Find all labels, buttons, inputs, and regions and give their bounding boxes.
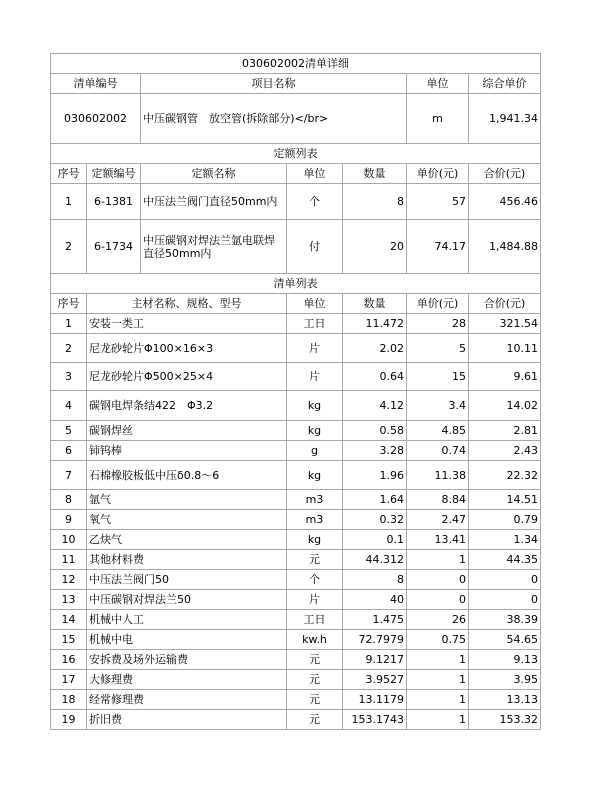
material-row	[51, 391, 541, 421]
material-total: 9.13	[469, 650, 541, 670]
quota-qty: 8	[343, 184, 407, 220]
material-price: 1	[407, 670, 469, 690]
quota-qty-header: 数量	[343, 164, 407, 184]
quota-seq: 1	[51, 184, 87, 220]
material-row	[51, 550, 541, 570]
material-price: 8.84	[407, 490, 469, 510]
material-unit: 元	[287, 550, 343, 570]
material-price: 5	[407, 334, 469, 363]
material-seq: 15	[51, 630, 87, 650]
quota-header-row	[51, 164, 541, 184]
material-total: 0	[469, 590, 541, 610]
quota-qty: 20	[343, 220, 407, 274]
material-price: 3.4	[407, 391, 469, 421]
material-total: 2.43	[469, 441, 541, 461]
material-header-row	[51, 294, 541, 314]
bill-name: 中压碳钢管 放空管(拆除部分)</br>	[141, 94, 407, 144]
material-qty: 3.28	[343, 441, 407, 461]
material-qty: 0.32	[343, 510, 407, 530]
material-unit: kg	[287, 461, 343, 490]
material-seq: 11	[51, 550, 87, 570]
material-name: 碳钢电焊条结422 Φ3.2	[87, 391, 287, 421]
quota-row	[51, 184, 541, 220]
material-qty: 1.475	[343, 610, 407, 630]
material-unit: kg	[287, 391, 343, 421]
bill-code-header: 清单编号	[51, 74, 141, 94]
material-section-title: 清单列表	[51, 274, 541, 294]
quota-code: 6-1734	[87, 220, 141, 274]
material-qty: 2.02	[343, 334, 407, 363]
material-price: 0.75	[407, 630, 469, 650]
material-unit: 元	[287, 690, 343, 710]
material-name: 氧气	[87, 510, 287, 530]
material-unit: g	[287, 441, 343, 461]
quota-name: 中压法兰阀门直径50mm内	[141, 184, 287, 220]
bill-price-header: 综合单价	[469, 74, 541, 94]
material-price: 4.85	[407, 421, 469, 441]
material-total: 321.54	[469, 314, 541, 334]
material-seq: 13	[51, 590, 87, 610]
material-seq: 17	[51, 670, 87, 690]
material-row	[51, 530, 541, 550]
bill-detail-table	[50, 53, 541, 730]
material-total-header: 合价(元)	[469, 294, 541, 314]
quota-code-header: 定额编号	[87, 164, 141, 184]
bill-unit: m	[407, 94, 469, 144]
material-total: 9.61	[469, 363, 541, 391]
material-qty: 8	[343, 570, 407, 590]
quota-name: 中压碳钢对焊法兰氩电联焊直径50mm内	[141, 220, 287, 274]
material-qty: 153.1743	[343, 710, 407, 730]
quota-seq-header: 序号	[51, 164, 87, 184]
material-row	[51, 334, 541, 363]
material-qty: 0.1	[343, 530, 407, 550]
material-seq: 5	[51, 421, 87, 441]
quota-unit-header: 单位	[287, 164, 343, 184]
material-seq: 12	[51, 570, 87, 590]
quota-price: 74.17	[407, 220, 469, 274]
material-qty: 44.312	[343, 550, 407, 570]
quota-total: 456.46	[469, 184, 541, 220]
material-price: 1	[407, 690, 469, 710]
material-name: 尼龙砂轮片Φ500×25×4	[87, 363, 287, 391]
title-row	[51, 54, 541, 74]
material-unit: kg	[287, 530, 343, 550]
material-unit: 片	[287, 363, 343, 391]
material-name: 铈钨棒	[87, 441, 287, 461]
material-seq: 6	[51, 441, 87, 461]
material-qty: 4.12	[343, 391, 407, 421]
material-name: 尼龙砂轮片Φ100×16×3	[87, 334, 287, 363]
material-qty: 1.96	[343, 461, 407, 490]
material-name: 中压碳钢对焊法兰50	[87, 590, 287, 610]
material-total: 14.51	[469, 490, 541, 510]
material-price: 1	[407, 550, 469, 570]
material-seq: 4	[51, 391, 87, 421]
material-qty: 0.58	[343, 421, 407, 441]
bill-row	[51, 94, 541, 144]
material-name: 大修理费	[87, 670, 287, 690]
material-price: 26	[407, 610, 469, 630]
material-seq: 2	[51, 334, 87, 363]
material-seq: 16	[51, 650, 87, 670]
bill-name-header: 项目名称	[141, 74, 407, 94]
material-seq: 3	[51, 363, 87, 391]
quota-code: 6-1381	[87, 184, 141, 220]
quota-name-header: 定额名称	[141, 164, 287, 184]
bill-unit-header: 单位	[407, 74, 469, 94]
material-total: 1.34	[469, 530, 541, 550]
material-name: 乙炔气	[87, 530, 287, 550]
material-name: 氩气	[87, 490, 287, 510]
material-name: 中压法兰阀门50	[87, 570, 287, 590]
quota-price-header: 单价(元)	[407, 164, 469, 184]
material-row	[51, 610, 541, 630]
material-price: 13.41	[407, 530, 469, 550]
material-total: 22.32	[469, 461, 541, 490]
material-qty: 1.64	[343, 490, 407, 510]
material-unit: m3	[287, 510, 343, 530]
material-name: 碳钢焊丝	[87, 421, 287, 441]
material-unit: 元	[287, 710, 343, 730]
quota-total: 1,484.88	[469, 220, 541, 274]
quota-unit: 付	[287, 220, 343, 274]
quota-row	[51, 220, 541, 274]
material-row	[51, 421, 541, 441]
material-unit: kg	[287, 421, 343, 441]
material-name: 折旧费	[87, 710, 287, 730]
material-total: 10.11	[469, 334, 541, 363]
material-unit: 片	[287, 334, 343, 363]
material-qty: 11.472	[343, 314, 407, 334]
material-price: 0	[407, 590, 469, 610]
material-row	[51, 314, 541, 334]
material-total: 0.79	[469, 510, 541, 530]
bill-code: 030602002	[51, 94, 141, 144]
quota-section-row	[51, 144, 541, 164]
material-unit-header: 单位	[287, 294, 343, 314]
material-seq: 19	[51, 710, 87, 730]
material-price: 11.38	[407, 461, 469, 490]
material-name: 经常修理费	[87, 690, 287, 710]
bill-header-row	[51, 74, 541, 94]
material-total: 3.95	[469, 670, 541, 690]
material-section-row	[51, 274, 541, 294]
material-row	[51, 650, 541, 670]
material-seq: 9	[51, 510, 87, 530]
material-total: 13.13	[469, 690, 541, 710]
material-seq: 18	[51, 690, 87, 710]
material-row	[51, 363, 541, 391]
quota-seq: 2	[51, 220, 87, 274]
material-total: 2.81	[469, 421, 541, 441]
material-price-header: 单价(元)	[407, 294, 469, 314]
material-qty: 0.64	[343, 363, 407, 391]
quota-section-title: 定额列表	[51, 144, 541, 164]
material-unit: kw.h	[287, 630, 343, 650]
material-price: 0	[407, 570, 469, 590]
material-name: 机械中电	[87, 630, 287, 650]
material-name: 石棉橡胶板低中压δ0.8～6	[87, 461, 287, 490]
material-name: 安装一类工	[87, 314, 287, 334]
material-total: 153.32	[469, 710, 541, 730]
material-price: 1	[407, 650, 469, 670]
material-price: 0.74	[407, 441, 469, 461]
material-seq: 8	[51, 490, 87, 510]
material-qty-header: 数量	[343, 294, 407, 314]
material-total: 44.35	[469, 550, 541, 570]
material-total: 38.39	[469, 610, 541, 630]
material-row	[51, 690, 541, 710]
material-qty: 9.1217	[343, 650, 407, 670]
sheet-title: 030602002清单详细	[51, 54, 541, 74]
material-price: 28	[407, 314, 469, 334]
material-qty: 3.9527	[343, 670, 407, 690]
quota-unit: 个	[287, 184, 343, 220]
material-row	[51, 510, 541, 530]
material-unit: 工日	[287, 610, 343, 630]
material-seq: 10	[51, 530, 87, 550]
material-price: 2.47	[407, 510, 469, 530]
material-unit: 元	[287, 650, 343, 670]
material-qty: 72.7979	[343, 630, 407, 650]
quota-total-header: 合价(元)	[469, 164, 541, 184]
material-name-header: 主材名称、规格、型号	[87, 294, 287, 314]
material-unit: 元	[287, 670, 343, 690]
material-unit: 个	[287, 570, 343, 590]
material-seq: 1	[51, 314, 87, 334]
material-price: 15	[407, 363, 469, 391]
material-price: 1	[407, 710, 469, 730]
material-qty: 13.1179	[343, 690, 407, 710]
material-qty: 40	[343, 590, 407, 610]
material-seq: 14	[51, 610, 87, 630]
quota-price: 57	[407, 184, 469, 220]
material-row	[51, 670, 541, 690]
material-total: 54.65	[469, 630, 541, 650]
material-row	[51, 710, 541, 730]
material-row	[51, 570, 541, 590]
material-row	[51, 590, 541, 610]
material-name: 机械中人工	[87, 610, 287, 630]
material-row	[51, 461, 541, 490]
material-row	[51, 630, 541, 650]
material-row	[51, 490, 541, 510]
material-seq-header: 序号	[51, 294, 87, 314]
material-row	[51, 441, 541, 461]
material-unit: 片	[287, 590, 343, 610]
bill-price: 1,941.34	[469, 94, 541, 144]
material-total: 14.02	[469, 391, 541, 421]
material-unit: m3	[287, 490, 343, 510]
material-unit: 工日	[287, 314, 343, 334]
material-name: 其他材料费	[87, 550, 287, 570]
material-seq: 7	[51, 461, 87, 490]
material-total: 0	[469, 570, 541, 590]
material-name: 安拆费及场外运输费	[87, 650, 287, 670]
